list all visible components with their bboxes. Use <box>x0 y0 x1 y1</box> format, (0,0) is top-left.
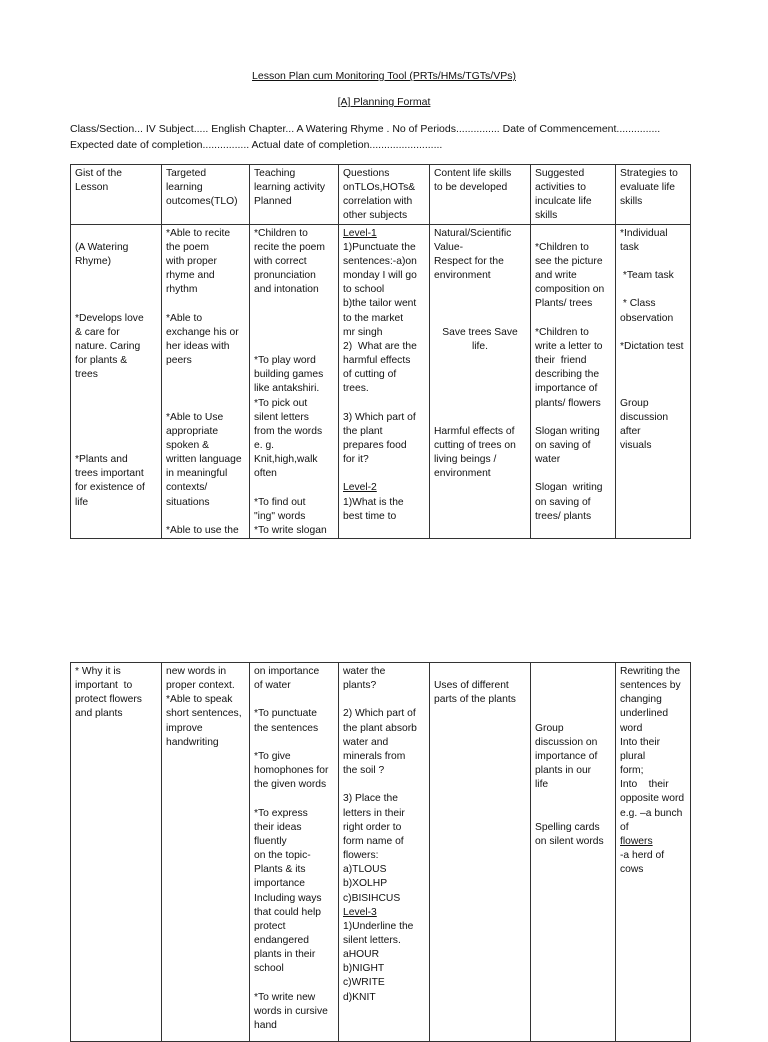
strategies-rewriting: Rewriting the sentences by changing underlined word Into their plural form; Into their opposite word e.g. –a bunch of <box>620 666 685 833</box>
planning-table-part-2 <box>70 662 691 1042</box>
cell-questions-continued <box>339 663 430 1042</box>
header-questions: Questions onTLOs,HOTs& correlation with other subjects <box>339 165 430 225</box>
header-strategies: Strategies to evaluate life skills <box>616 165 691 225</box>
cell-tlo: *Able to recite the poem with proper rhyme and rhythm *Able to exchange his or her ideas with peers *Able to Use appropriate spoken & written language in meaningful contexts/ situations *Able to use the <box>162 224 250 538</box>
table-header-row <box>71 165 691 225</box>
cell-teaching-activity-continued: on importance of water *To punctuate the sentences *To give homophones for the given words *To express their ideas fluently on the topic- Plants & its importance Including ways that could help protect endangered plants in their school *To write new words in cursive hand <box>250 663 339 1042</box>
strategies-herd-example: -a herd of cows <box>620 850 667 876</box>
table-row <box>71 663 691 1042</box>
class-info-line: Class/Section... IV Subject..... English Chapter... A Watering Rhyme . No of Periods............... Date of Commencement............... <box>70 123 661 135</box>
content-harmful-effects: Harmful effects of cutting of trees on living beings / environment <box>434 425 516 480</box>
level-1-label: Level-1 <box>343 227 377 239</box>
questions-level-1: 1)Punctuate the sentences:-a)on monday I will go to school b)the tailor went to the market mr singh 2) What are the harmful effects of cutting of trees. 3) Which part of the plant prepares food for it? <box>343 241 417 466</box>
header-content-life-skills: Content life skills to be developed <box>430 165 531 225</box>
header-gist: Gist of the Lesson <box>71 165 162 225</box>
completion-info-line: Expected date of completion................ Actual date of completion......................... <box>70 139 443 151</box>
cell-gist: (A Watering Rhyme) *Develops love & care for nature. Caring for plants & trees *Plants and trees important for existence of life <box>71 224 162 538</box>
cell-questions <box>339 224 430 538</box>
cell-suggested-activities: *Children to see the picture and write composition on Plants/ trees *Children to write a letter to their friend describing the importance of plants/ flowers Slogan writing on saving of water Slogan writing on saving of trees/ plants <box>531 224 616 538</box>
cell-tlo-continued: new words in proper context. *Able to speak short sentences, improve handwriting <box>162 663 250 1042</box>
questions-level-2: 1)What is the best time to <box>343 496 404 522</box>
document-title: Lesson Plan cum Monitoring Tool (PRTs/HMs/TGTs/VPs) <box>252 70 516 82</box>
content-value: Natural/Scientific Value- Respect for the environment <box>434 227 512 282</box>
cell-strategies: *Individual task *Team task * Class observation *Dictation test Group discussion after visuals <box>616 224 691 538</box>
cell-content-life-skills <box>430 224 531 538</box>
cell-suggested-activities-continued: Group discussion on importance of plants in our life Spelling cards on silent words <box>531 663 616 1042</box>
planning-table-part-1 <box>70 164 691 539</box>
header-teaching-activity: Teaching learning activity Planned <box>250 165 339 225</box>
questions-level-2-continued: water the plants? 2) Which part of the plant absorb water and minerals from the soil ? 3) Place the letters in their right order to form name of flowers: a)TLOUS b)XOLHP c)BISIHCUS <box>343 666 417 904</box>
table-row <box>71 224 691 538</box>
header-tlo: Targeted learning outcomes(TLO) <box>162 165 250 225</box>
content-slogan: Save trees Save life. <box>442 326 518 352</box>
section-title: [A] Planning Format <box>337 96 431 108</box>
cell-strategies-continued <box>616 663 691 1042</box>
level-2-label: Level-2 <box>343 482 377 494</box>
cell-content-continued: Uses of different parts of the plants <box>430 663 531 1042</box>
strategies-underlined-word: flowers <box>620 835 653 847</box>
level-3-label: Level-3 <box>343 906 377 918</box>
cell-teaching-activity: *Children to recite the poem with correct pronunciation and intonation *To play word building games like antakshiri. *To pick out silent letters from the words e. g. Knit,high,walk often *To find out "ing" words *To write slogan <box>250 224 339 538</box>
header-suggested-activities: Suggested activities to inculcate life skills <box>531 165 616 225</box>
cell-gist-continued: * Why it is important to protect flowers and plants <box>71 663 162 1042</box>
questions-level-3: 1)Underline the silent letters. aHOUR b)NIGHT c)WRITE d)KNIT <box>343 920 414 1003</box>
